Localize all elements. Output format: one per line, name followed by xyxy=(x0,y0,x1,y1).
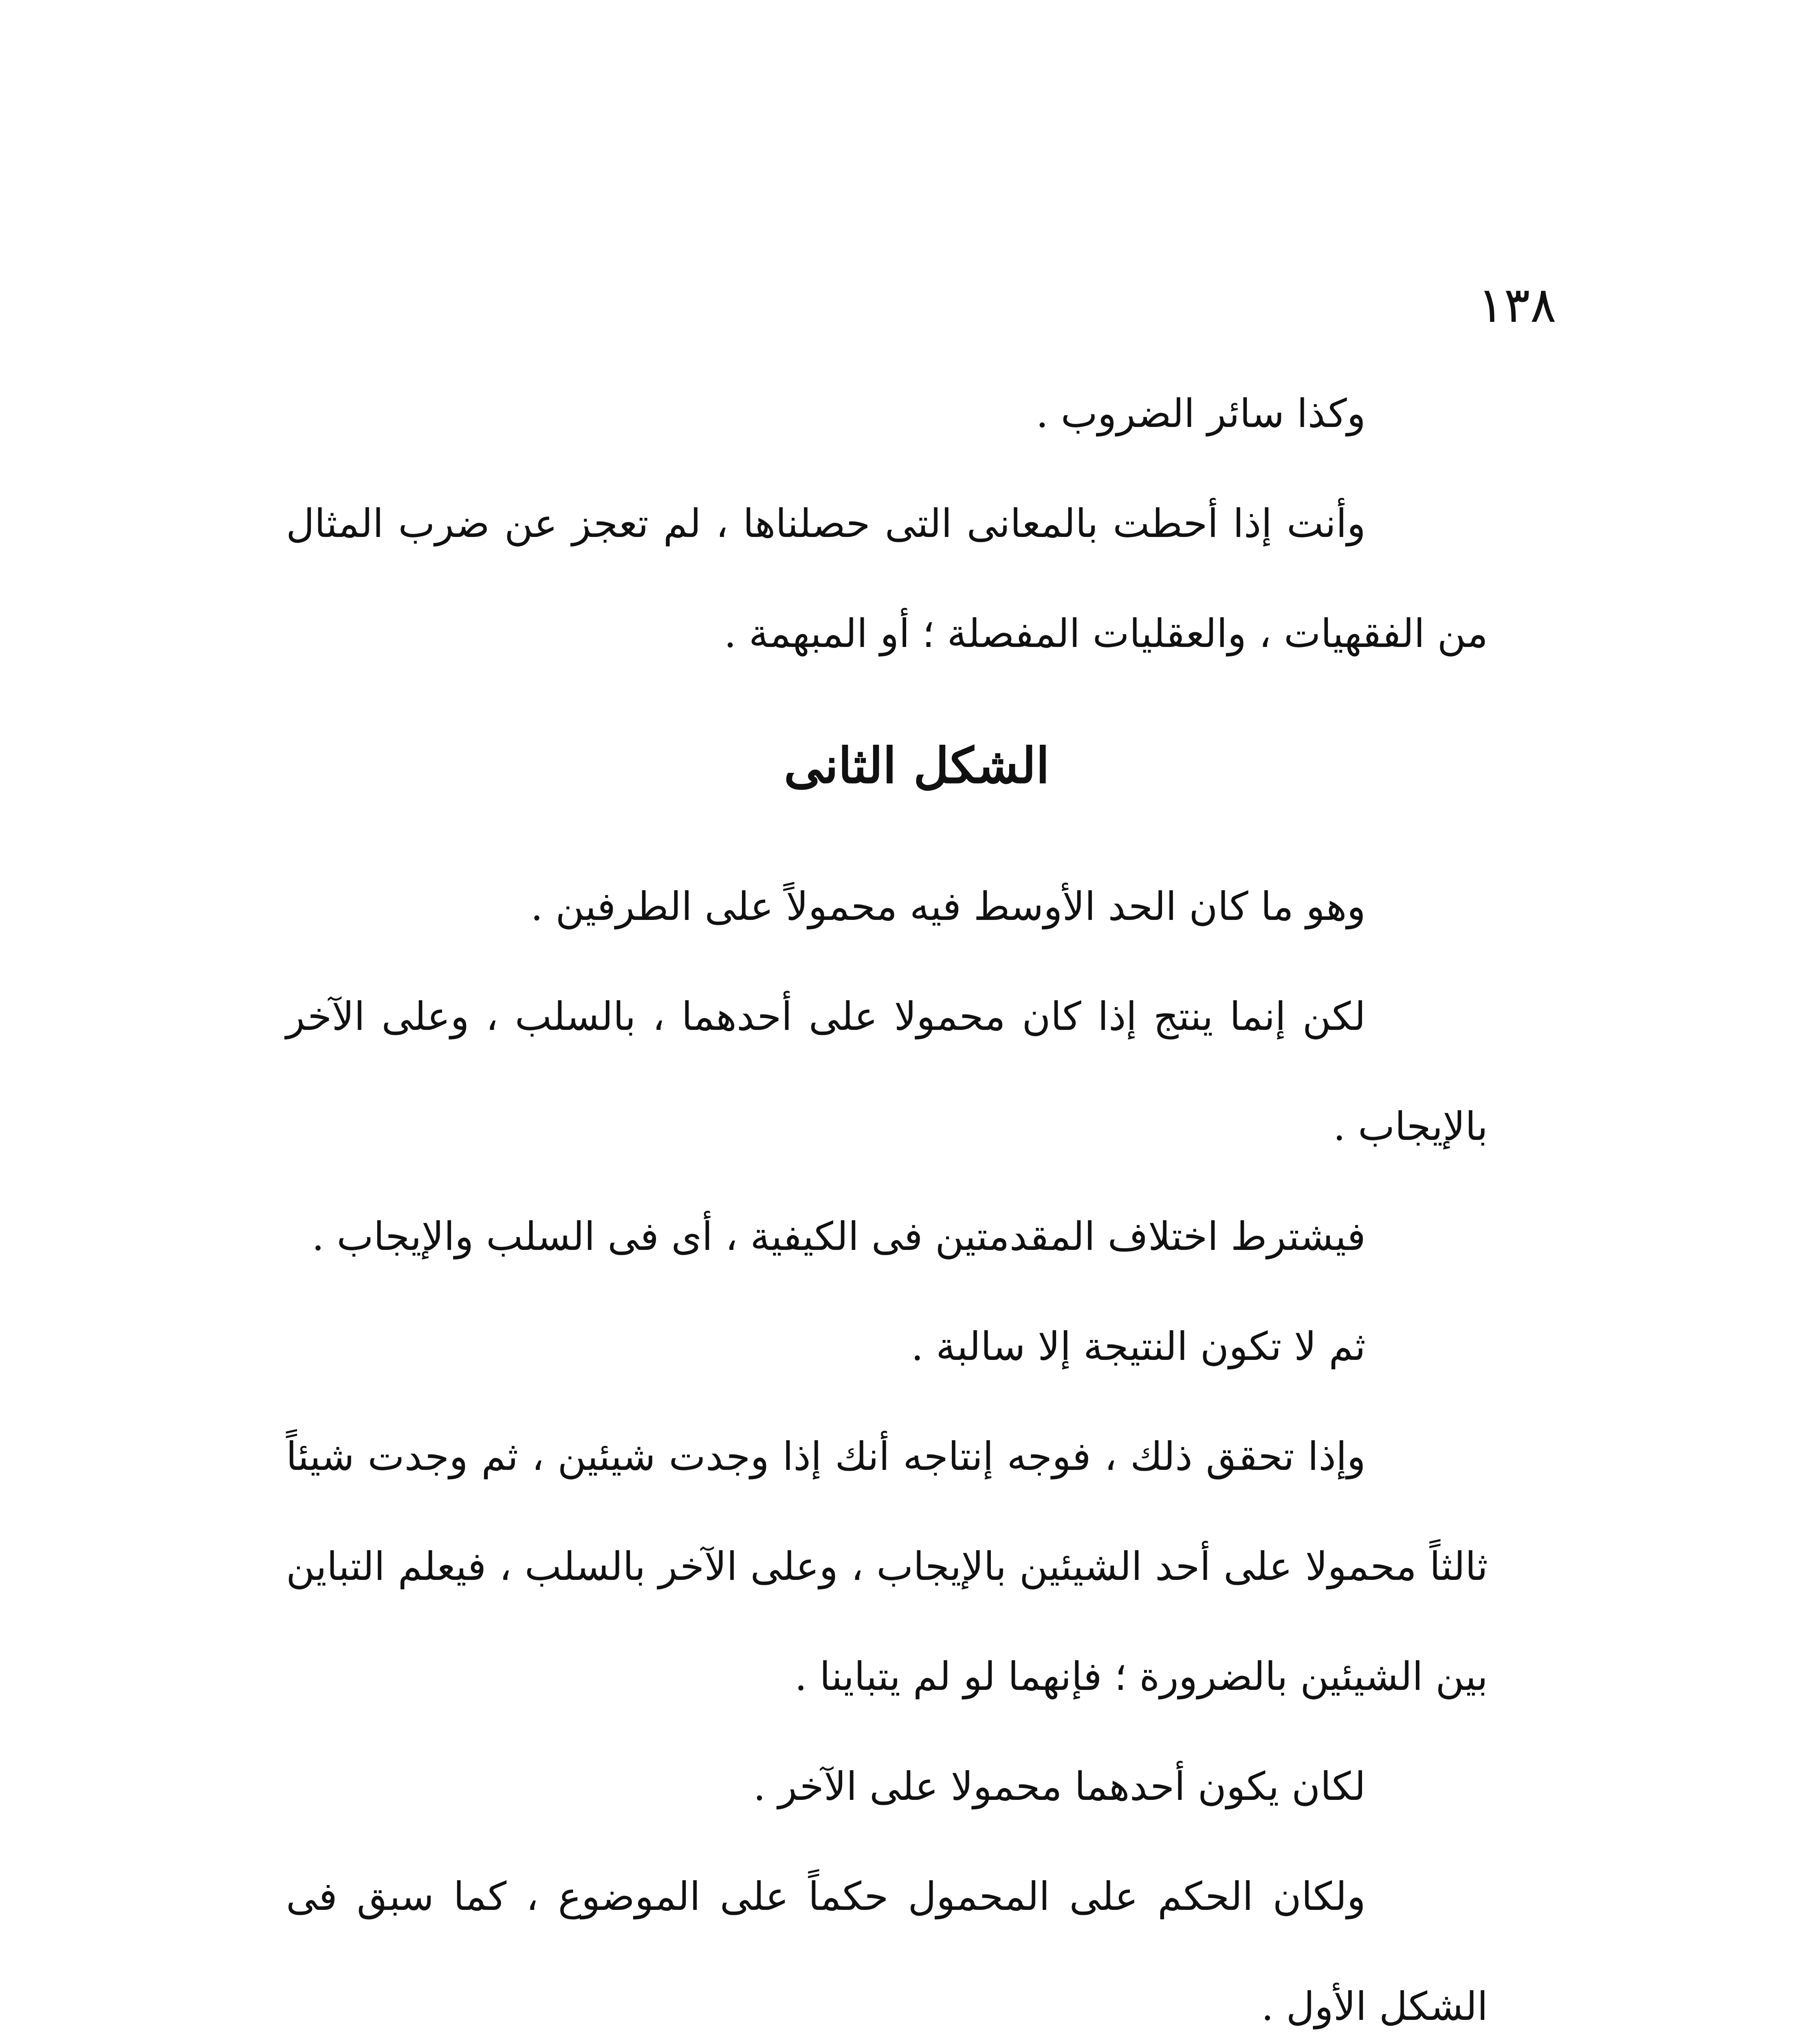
main-text-block xyxy=(286,851,1488,2037)
paragraph: لكن إنما ينتج إذا كان محمولا على أحدهما ، بالسلب ، وعلى الآخر بالإيجاب . xyxy=(286,994,1488,1149)
section-heading: الشكل الثانى xyxy=(784,737,1050,794)
top-text-block xyxy=(286,359,1488,689)
paragraph: فيشترط اختلاف المقدمتين فى الكيفية ، أى فى السلب والإيجاب . xyxy=(312,1214,1366,1259)
paragraph: لكان يكون أحدهما محمولا على الآخر . xyxy=(753,1764,1366,1809)
paragraph: وهو ما كان الحد الأوسط فيه محمولاً على الطرفين . xyxy=(530,884,1366,929)
page-number: ١٣٨ xyxy=(1477,277,1556,334)
paragraph: ولكان الحكم على المحمول حكماً على الموضوع ، كما سبق فى الشكل الأول . xyxy=(286,1874,1488,2029)
paragraph: وكذا سائر الضروب . xyxy=(1036,391,1366,436)
paragraph: وإذا تحقق ذلك ، فوجه إنتاجه أنك إذا وجدت شيئين ، ثم وجدت شيئاً ثالثاً محمولا على أحد الشيئين بالإيجاب ، وعلى الآخر بالسلب ، فيعلم التباين بين الشيئين بالضرورة ؛ فإنهما لو لم يتباينا . xyxy=(286,1434,1488,1699)
paragraph: وأنت إذا أحطت بالمعانى التى حصلناها ، لم تعجز عن ضرب المثال من الفقهيات ، والعقليات المفصلة ؛ أو المبهمة . xyxy=(286,501,1488,656)
paragraph: ثم لا تكون النتيجة إلا سالبة . xyxy=(911,1324,1366,1369)
